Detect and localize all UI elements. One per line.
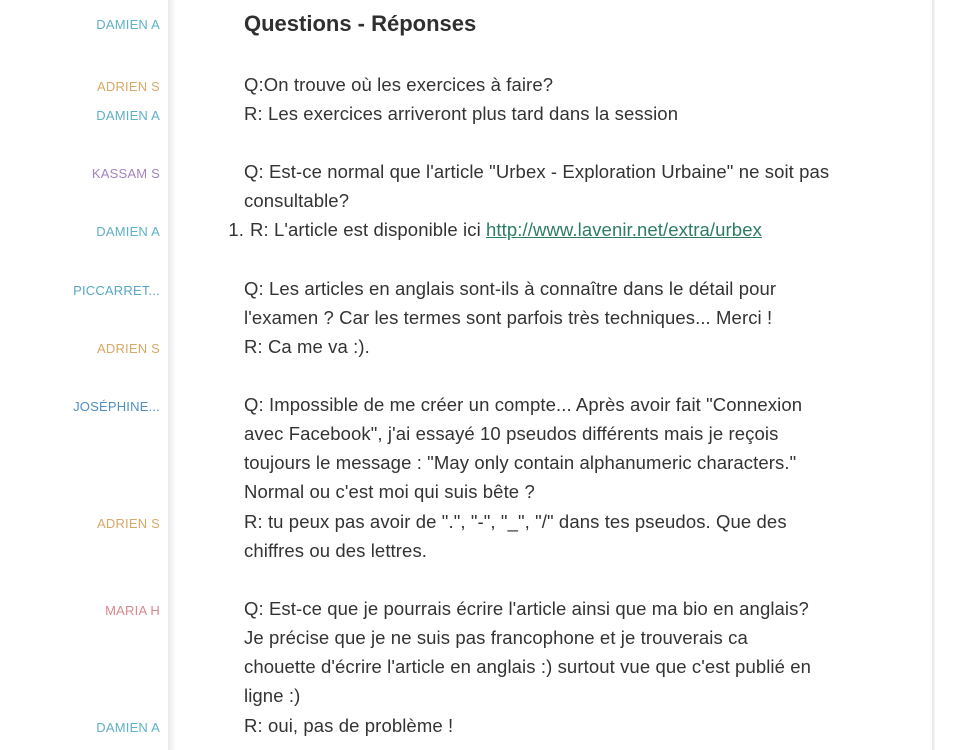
page-right-border: [932, 0, 935, 750]
answer-line: R: tu peux pas avoir de ".", "-", "_", "/" dans tes pseudos. Que des: [244, 511, 787, 532]
answer-line: R: oui, pas de problème !: [244, 715, 454, 736]
question-line: toujours le message : "May only contain alphanumeric characters.": [244, 452, 797, 473]
author-label: ADRIEN S: [96, 341, 160, 356]
answer-text: R: L'article est disponible ici: [250, 219, 487, 240]
author-label: MARIA H: [105, 603, 160, 618]
page-title: Questions - Réponses: [244, 11, 477, 36]
author-label: ADRIEN S: [96, 79, 160, 94]
question-line: Normal ou c'est moi qui suis bête ?: [244, 481, 535, 502]
question-line: avec Facebook", j'ai essayé 10 pseudos différents mais je reçois: [244, 423, 779, 444]
question-line: Q: Les articles en anglais sont-ils à connaître dans le détail pour: [244, 278, 777, 299]
question-line: Q: Est-ce que je pourrais écrire l'article ainsi que ma bio en anglais?: [244, 598, 809, 619]
answer-line: R: Les exercices arriveront plus tard dans la session: [244, 103, 679, 124]
question-line: Q: Est-ce normal que l'article "Urbex - Exploration Urbaine" ne soit pas: [244, 161, 830, 182]
author-label: KASSAM S: [91, 166, 160, 181]
question-line: Je précise que je ne suis pas francophone et je trouverais ca: [244, 627, 748, 648]
question-line: l'examen ? Car les termes sont parfois très techniques... Merci !: [244, 307, 773, 328]
author-label: DAMIEN A: [96, 17, 160, 32]
author-label: JOSÉPHINE...: [73, 399, 160, 414]
author-label: ADRIEN S: [96, 516, 160, 531]
author-label: DAMIEN A: [96, 224, 160, 239]
question-line: consultable?: [244, 190, 350, 211]
author-label: DAMIEN A: [96, 108, 160, 123]
list-number: 1.: [228, 219, 244, 240]
question-line: Q:On trouve où les exercices à faire?: [244, 74, 554, 95]
answer-line: chiffres ou des lettres.: [244, 540, 428, 561]
answer-line: R: Ca me va :).: [244, 336, 370, 357]
author-label: PICCARRET...: [73, 283, 160, 298]
question-line: Q: Impossible de me créer un compte... Après avoir fait "Connexion: [244, 394, 803, 415]
gutter-divider: [168, 0, 176, 750]
author-label: DAMIEN A: [96, 720, 160, 735]
answer-list-item: [214, 219, 762, 241]
question-line: ligne :): [244, 685, 301, 706]
urbex-article-link[interactable]: http://www.lavenir.net/extra/urbex: [486, 219, 762, 240]
question-line: chouette d'écrire l'article en anglais :) surtout vue que c'est publié en: [244, 656, 812, 677]
